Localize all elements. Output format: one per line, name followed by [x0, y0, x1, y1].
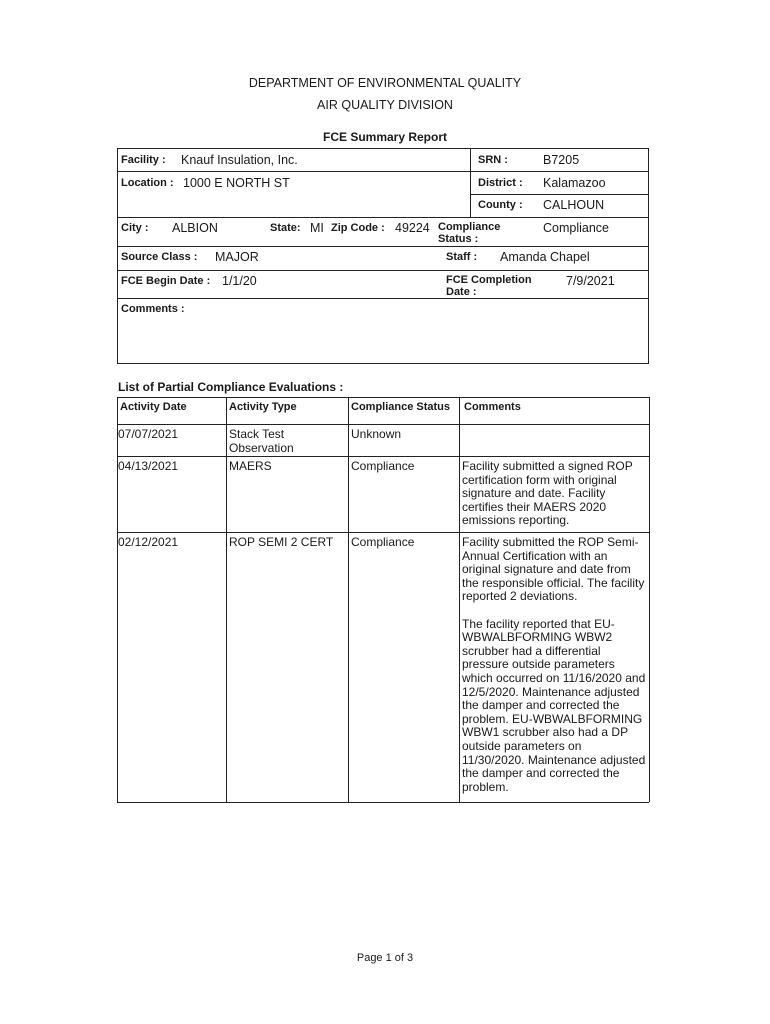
row-comments: Facility submitted the ROP Semi- Annual Certification with an original signature and date from the responsible official. The facility reported 2 deviations. The facility reported that EU- WBWALBFORMING WBW2 scrubber had a differential pressure outside parameters which occurred on 11/16/2020 and 12/5/2020. Maintenance adjusted the damper and corrected the problem. EU-WBWALBFORMING WBW1 scrubber also had a DP outside parameters on 11/30/2020. Maintenance adjusted the damper and corrected the problem. [462, 535, 646, 794]
row-activity-type: Stack Test Observation [229, 427, 294, 455]
location-label: Location : [121, 177, 174, 189]
comments-label: Comments : [121, 303, 185, 315]
compliance-status-label-1: Compliance [438, 221, 501, 233]
compliance-status-label-2: Status : [438, 233, 479, 245]
department-title: DEPARTMENT OF ENVIRONMENTAL QUALITY [248, 76, 522, 90]
county-value: CALHOUN [543, 198, 605, 212]
fce-completion-label-2: Date : [446, 286, 477, 298]
division-title: AIR QUALITY DIVISION [317, 98, 453, 112]
col-header-comments: Comments [464, 401, 521, 413]
facility-label: Facility : [121, 154, 166, 166]
county-label: County : [478, 199, 523, 211]
srn-value: B7205 [543, 153, 580, 167]
compliance-status-value: Compliance [543, 221, 610, 235]
row-activity-type: ROP SEMI 2 CERT [229, 535, 334, 549]
staff-label: Staff : [446, 251, 478, 263]
state-label: State: [270, 222, 301, 234]
source-class-label: Source Class : [121, 251, 198, 263]
report-title: FCE Summary Report [322, 130, 448, 144]
state-value: MI [310, 221, 324, 235]
district-value: Kalamazoo [543, 176, 606, 190]
srn-label: SRN : [478, 154, 508, 166]
evaluations-section-title: List of Partial Compliance Evaluations : [118, 380, 344, 394]
row-compliance-status: Compliance [351, 535, 415, 549]
row-activity-date: 04/13/2021 [118, 459, 179, 473]
fce-begin-value: 1/1/20 [222, 274, 257, 288]
col-header-activity-date: Activity Date [120, 401, 187, 413]
row-activity-date: 02/12/2021 [118, 535, 179, 549]
fce-begin-label: FCE Begin Date : [121, 275, 211, 287]
row-comments: Facility submitted a signed ROP certification form with original signature and date. Facility certifies their MAERS 2020 emissions reporting. [462, 459, 633, 528]
row-activity-type: MAERS [229, 459, 272, 473]
zip-label: Zip Code : [331, 222, 385, 234]
city-label: City : [121, 222, 149, 234]
fce-completion-label-1: FCE Completion [446, 274, 532, 286]
zip-value: 49224 [395, 221, 430, 235]
col-header-activity-type: Activity Type [229, 401, 297, 413]
row-compliance-status: Unknown [351, 427, 402, 441]
staff-value: Amanda Chapel [500, 250, 590, 264]
city-value: ALBION [172, 221, 218, 235]
source-class-value: MAJOR [215, 250, 259, 264]
facility-value: Knauf Insulation, Inc. [181, 153, 298, 167]
location-value: 1000 E NORTH ST [183, 176, 290, 190]
row-activity-date: 07/07/2021 [118, 427, 179, 441]
fce-completion-value: 7/9/2021 [566, 274, 615, 288]
district-label: District : [478, 177, 523, 189]
col-header-compliance-status: Compliance Status [351, 401, 451, 413]
page-number: Page 1 of 3 [356, 952, 414, 964]
row-compliance-status: Compliance [351, 459, 415, 473]
